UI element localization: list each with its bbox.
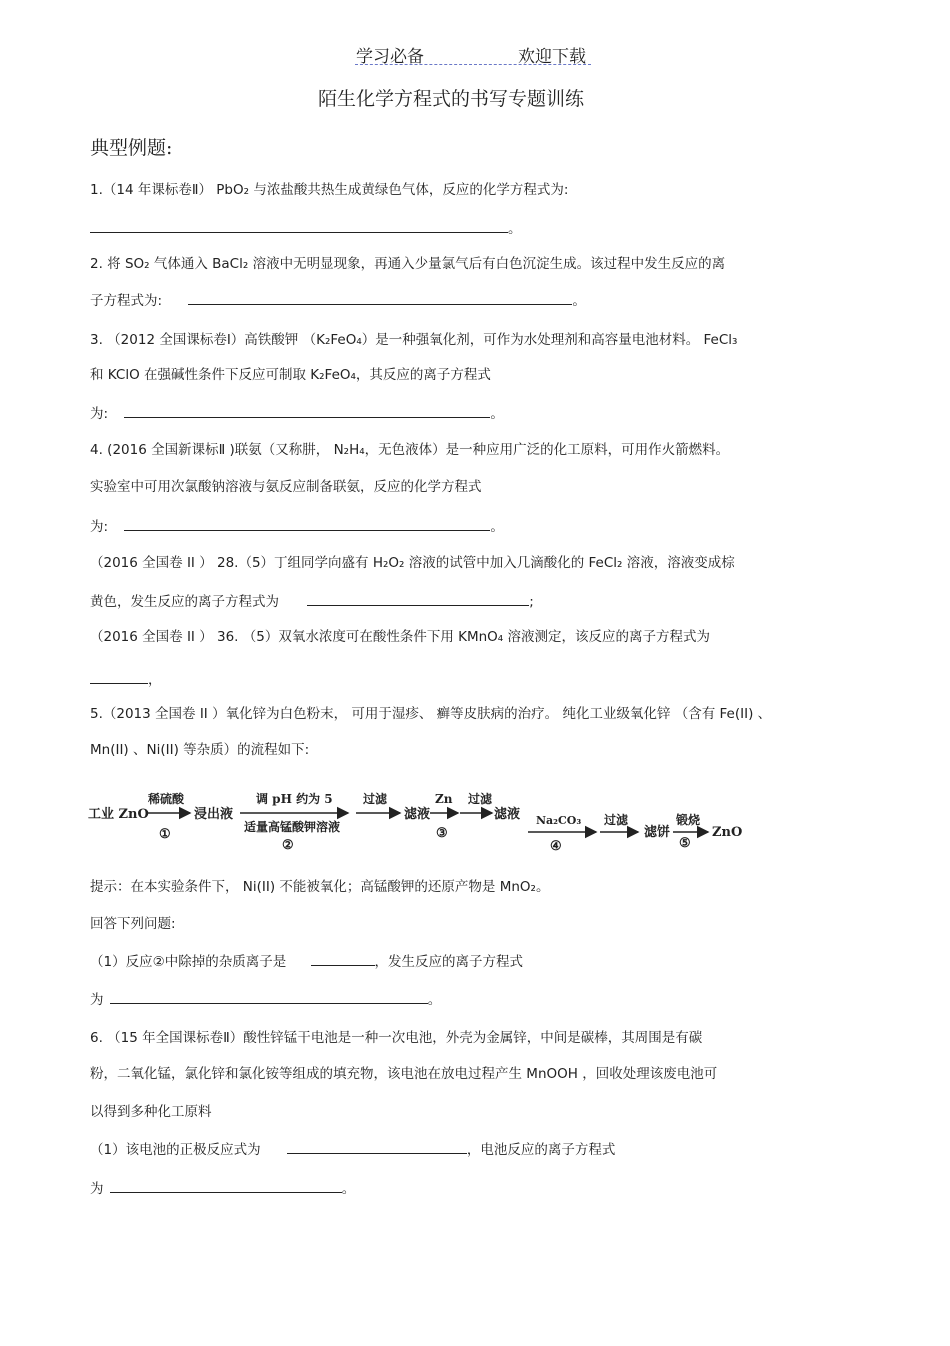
q2-line1: 2. 将 SO₂ 气体通入 BaCl₂ 溶液中无明显现象，再通入少量氯气后有白色沉淀生成。该过程中发生反应的离 [90, 256, 726, 272]
q3-line3: 为: 。 [90, 406, 504, 422]
q4-line2: 实验室中可用次氯酸钠溶液与氨反应制备联氨，反应的化学方程式 [90, 479, 482, 495]
answer-blank[interactable] [311, 952, 375, 966]
answer-blank[interactable] [110, 1179, 342, 1193]
flow-leachate: 浸出液 [194, 807, 234, 822]
flow-start: 工业 ZnO [88, 807, 149, 822]
q4-line3: 为: 。 [90, 519, 504, 535]
q4c-line2: ， [90, 670, 162, 689]
flow-step4-number: ③ [436, 826, 448, 841]
answer-blank[interactable] [90, 670, 148, 684]
q4c-line1: （2016 全国卷 II ） 36. （5）双氧水浓度可在酸性条件下用 KMnO₄ 溶液测定，该反应的离子方程式为 [90, 629, 711, 645]
flow-end: ZnO [712, 825, 743, 840]
process-flow-diagram [88, 790, 758, 856]
answer-blank[interactable] [90, 219, 508, 233]
q6-line1: 6. （15 年全国课标卷Ⅱ）酸性锌锰干电池是一种一次电池，外壳为金属锌，中间是碳棒，其周围是有碳 [90, 1030, 703, 1046]
flow-step4-top: Zn [435, 792, 453, 806]
header-left: 学习必备 [356, 47, 424, 67]
flow-step7-top: 过滤 [604, 813, 629, 827]
q5-line2: Mn(II) 、Ni(II) 等杂质）的流程如下: [90, 742, 310, 758]
answer-blank[interactable] [110, 990, 428, 1004]
q1-text: 1.（14 年课标卷Ⅱ） PbO₂ 与浓盐酸共热生成黄绿色气体，反应的化学方程式为: [90, 182, 569, 198]
q5-1-line2: 为 。 [90, 992, 442, 1008]
flow-step8-number: ⑤ [679, 836, 691, 851]
flow-filter-cake: 滤饼 [644, 825, 671, 840]
q5-answer-intro: 回答下列问题: [90, 916, 176, 932]
q1-answer-line: 。 [90, 219, 522, 238]
flow-step2-number: ② [282, 838, 294, 853]
header-right: 欢迎下载 [518, 47, 586, 67]
flow-step6-top: Na₂CO₃ [536, 814, 582, 827]
q2-line2: 子方程式为: 。 [90, 293, 586, 309]
flow-filtrate-1: 滤液 [404, 807, 431, 822]
header-divider [355, 64, 591, 65]
page-title: 陌生化学方程式的书写专题训练 [318, 88, 585, 110]
q4-line1: 4. (2016 全国新课标Ⅱ )联氨（又称肼， N₂H₄，无色液体）是一种应用广泛的化工原料，可用作火箭燃料。 [90, 442, 730, 458]
q4b-line1: （2016 全国卷 II ） 28.（5）丁组同学向盛有 H₂O₂ 溶液的试管中加入几滴酸化的 FeCl₂ 溶液，溶液变成棕 [90, 555, 735, 571]
q6-line2: 粉，二氧化锰，氯化锌和氯化铵等组成的填充物，该电池在放电过程产生 MnOOH ，回收处理该废电池可 [90, 1066, 718, 1082]
flow-step2-bottom: 适量高锰酸钾溶液 [244, 820, 341, 834]
flow-step1-number: ① [159, 827, 171, 842]
flow-step8-top: 锻烧 [676, 813, 701, 827]
q5-line1: 5.（2013 全国卷 II ）氧化锌为白色粉末， 可用于湿疹、 癣等皮肤病的治疗。 纯化工业级氧化锌 （含有 Fe(II) 、 [90, 706, 772, 722]
answer-blank[interactable] [124, 517, 490, 531]
answer-blank[interactable] [188, 291, 572, 305]
q6-line3: 以得到多种化工原料 [90, 1104, 212, 1120]
flow-step1-reagent: 稀硫酸 [148, 792, 185, 806]
flow-step3-top: 过滤 [363, 792, 388, 806]
q6-1-line1: （1）该电池的正极反应式为 ，电池反应的离子方程式 [90, 1142, 616, 1158]
q5-hint: 提示：在本实验条件下， Ni(II) 不能被氧化；高锰酸钾的还原产物是 MnO₂。 [90, 879, 550, 895]
answer-blank[interactable] [307, 592, 529, 606]
section-heading: 典型例题: [90, 137, 173, 159]
q3-line1: 3. （2012 全国课标卷Ⅰ）高铁酸钾 （K₂FeO₄）是一种强氧化剂，可作为水处理剂和高容量电池材料。 FeCl₃ [90, 332, 738, 348]
flow-step6-number: ④ [550, 839, 562, 854]
q3-line2: 和 KClO 在强碱性条件下反应可制取 K₂FeO₄，其反应的离子方程式 [90, 367, 491, 383]
flow-step5-top: 过滤 [468, 792, 493, 806]
flow-filtrate-2: 滤液 [494, 807, 521, 822]
flow-step2-top: 调 pH 约为 5 [256, 792, 333, 806]
answer-blank[interactable] [287, 1140, 467, 1154]
q4b-line2: 黄色，发生反应的离子方程式为 ; [90, 594, 534, 610]
q5-1-line1: （1）反应②中除掉的杂质离子是 ，发生反应的离子方程式 [90, 954, 523, 970]
answer-blank[interactable] [124, 404, 490, 418]
q6-1-line2: 为 。 [90, 1181, 356, 1197]
